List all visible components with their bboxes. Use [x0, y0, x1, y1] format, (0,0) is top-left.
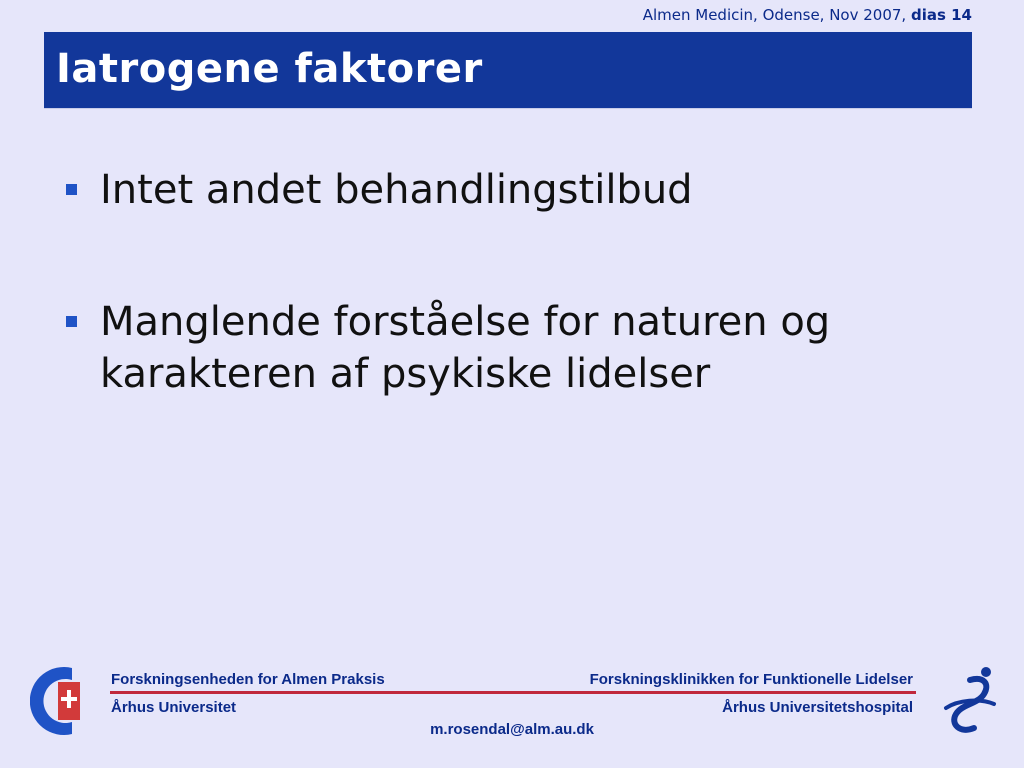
- title-bar: [44, 32, 972, 109]
- footer-right-line2: Århus Universitetshospital: [722, 699, 913, 716]
- list-item: [64, 296, 964, 400]
- slide-meta: [643, 6, 972, 24]
- page-title: Iatrogene faktorer: [56, 46, 483, 92]
- slide-number: dias 14: [910, 6, 972, 24]
- slide-meta-text: Almen Medicin, Odense, Nov 2007,: [642, 6, 911, 24]
- square-bullet-icon: [66, 184, 77, 195]
- square-bullet-icon: [66, 316, 77, 327]
- clinic-logo-icon: [940, 664, 998, 736]
- footer-left-line1: Forskningsenheden for Almen Praksis: [111, 671, 385, 688]
- footer-right-line1: Forskningsklinikken for Funktionelle Lidelser: [589, 671, 913, 688]
- bullet-list: [64, 164, 964, 480]
- footer-divider: [110, 691, 916, 694]
- footer-left-line2: Århus Universitet: [111, 699, 237, 716]
- footer-email: m.rosendal@alm.au.dk: [430, 721, 594, 738]
- bullet-text: Manglende forståelse for naturen og karakteren af psykiske lidelser: [100, 299, 831, 397]
- bullet-text: Intet andet behandlingstilbud: [100, 167, 693, 213]
- list-item: [64, 164, 964, 216]
